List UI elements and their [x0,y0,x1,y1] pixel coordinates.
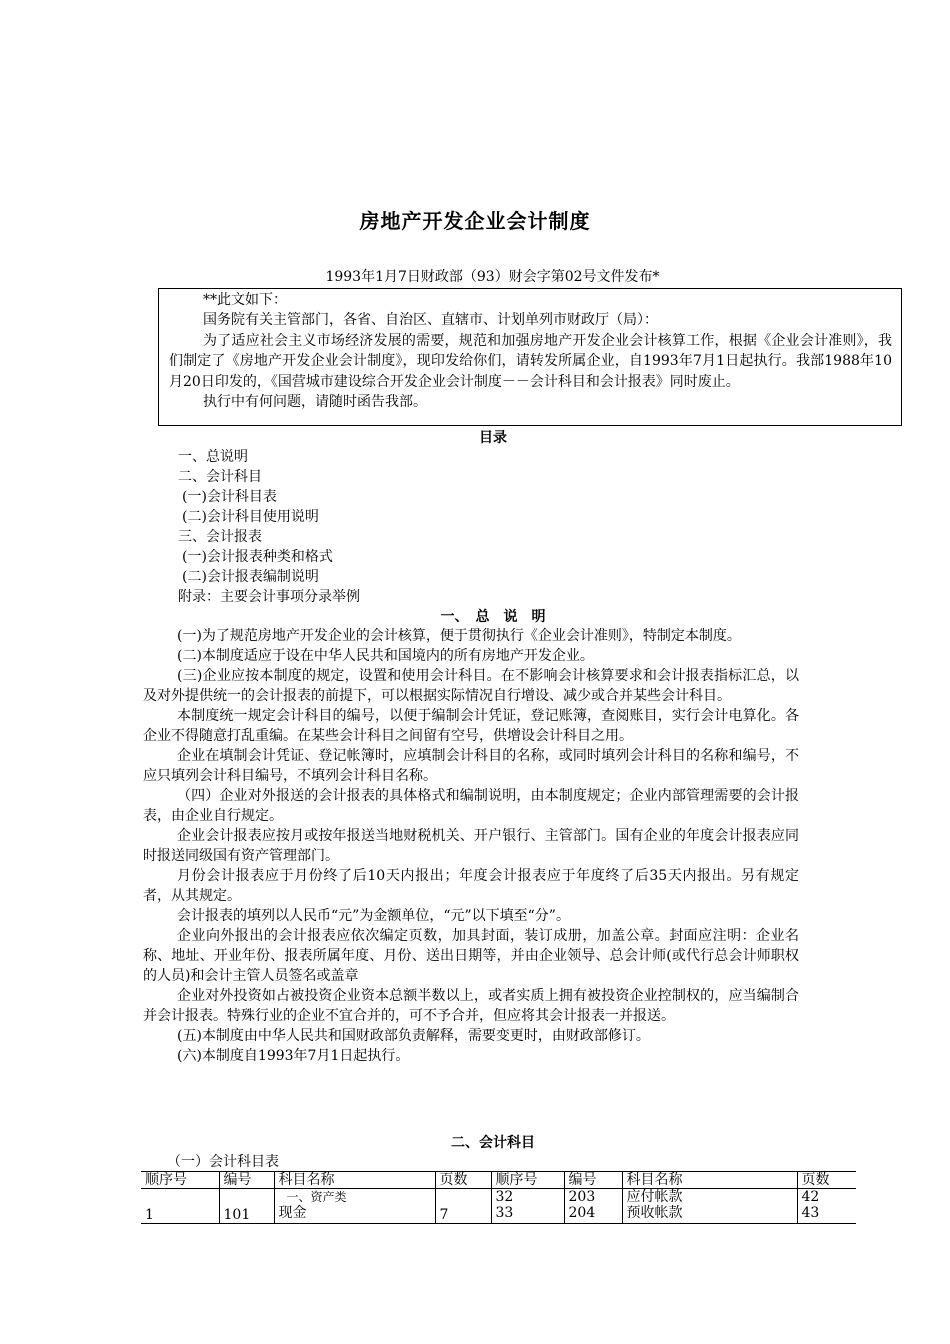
table-cell [622,1189,797,1224]
table-header-cell: 科目名称 [622,1172,797,1189]
table-cell: 1 [141,1189,219,1224]
table-header-cell: 页数 [797,1172,856,1189]
category-label: 一、资产类 [286,1190,347,1204]
toc-item: 三、会计报表 [178,529,262,545]
notice-line: **此文如下： [203,292,287,308]
paragraph: 本制度统一规定会计科目的编号，以便于编制会计凭证，登记账簿，查阅账目，实行会计电算化。各企业不得随意打乱重编。在某些会计科目之间留有空号，供增设会计科目之用。 [143,708,799,744]
paragraph: (一)为了规范房地产开发企业的会计核算，便于贯彻执行《企业会计准则》，特制定本制度。 [177,628,741,644]
table-header-cell: 编号 [564,1172,622,1189]
paragraph: 月份会计报表应于月份终了后10天内报出；年度会计报表应于年度终了后35天内报出。另有规定者，从其规定。 [143,868,799,904]
paragraph: (六)本制度自1993年7月1日起执行。 [177,1048,410,1064]
paragraph: 企业向外报出的会计报表应依次编定页数，加具封面，装订成册，加盖公章。封面应注明：企业名称、地址、开业年份、报表所属年度、月份、送出日期等，并由企业领导、总会计师(或代行总会计师职权的人员)和会计主管人员签名或盖章 [143,928,799,984]
table-cell: 101 [219,1189,274,1224]
seq-value: 33 [495,1205,514,1221]
paragraph: 企业对外投资如占被投资企业资本总额半数以上，或者实质上拥有被投资企业控制权的，应当编制合并会计报表。特殊行业的企业不宜合并的，可不予合并，但应将其会计报表一并报送。 [143,988,799,1024]
table-header-cell: 页数 [435,1172,491,1189]
table-header-cell: 顺序号 [141,1172,219,1189]
notice-line: 国务院有关主管部门，各省、自治区、直辖市、计划单列市财政厅（局）： [203,312,658,329]
document-title: 房地产开发企业会计制度 [359,209,591,233]
page-value: 42 [801,1189,820,1205]
code-value: 204 [568,1205,596,1221]
table-header-cell: 科目名称 [274,1172,435,1189]
notice-line: 执行中有何问题，请随时函告我部。 [203,394,427,411]
paragraph: (二)本制度适应于设在中华人民共和国境内的所有房地产开发企业。 [177,648,594,664]
seq-value: 32 [495,1189,514,1205]
document-subtitle: 1993年1月7日财政部（93）财会字第02号文件发布* [325,269,660,285]
table-row [141,1189,856,1224]
section-heading: 二、会计科目 [451,1135,535,1151]
table-header-row [141,1172,856,1189]
section-heading: 一、 总 说 明 [440,609,546,625]
table-cell [491,1189,564,1224]
toc-item: 附录：主要会计事项分录举例 [178,589,360,605]
account-name: 预收帐款 [626,1205,683,1221]
page-value: 43 [801,1205,820,1221]
toc-item: (一)会计科目表 [182,489,277,505]
table-cell: 7 [435,1189,491,1224]
toc-item: (二)会计报表编制说明 [182,569,319,585]
account-name: 应付帐款 [626,1189,683,1205]
section-body [143,626,799,1066]
account-name: 现金 [278,1205,307,1221]
notice-box [158,288,902,426]
table-cell [274,1189,435,1224]
code-value: 203 [568,1189,596,1205]
paragraph: 会计报表的填列以人民币“元”为金额单位，“元”以下填至“分”。 [177,908,570,924]
paragraph: （四）企业对外报送的会计报表的具体格式和编制说明，由本制度规定；企业内部管理需要的会计报表，由企业自行规定。 [143,788,799,824]
sub-heading: （一）会计科目表 [167,1154,279,1170]
toc-title: 目录 [479,430,507,446]
paragraph: 企业在填制会计凭证、登记帐簿时，应填制会计科目的名称，或同时填列会计科目的名称和编号，不应只填列会计科目编号，不填列会计科目名称。 [143,748,799,784]
table-cell [564,1189,622,1224]
paragraph: (五)本制度由中华人民共和国财政部负责解释，需要变更时，由财政部修订。 [177,1028,650,1044]
toc-item: 一、总说明 [178,449,248,465]
toc-item: (二)会计科目使用说明 [182,509,319,525]
table-cell [797,1189,856,1224]
paragraph: (三)企业应按本制度的规定，设置和使用会计科目。在不影响会计核算要求和会计报表指标汇总，以及对外提供统一的会计报表的前提下，可以根据实际情况自行增设、减少或合并某些会计科目。 [143,668,799,704]
account-table [141,1171,856,1224]
paragraph: 企业会计报表应按月或按年报送当地财税机关、开户银行、主管部门。国有企业的年度会计报表应同时报送同级国有资产管理部门。 [143,828,799,864]
table-header-cell: 编号 [219,1172,274,1189]
toc-item: (一)会计报表种类和格式 [182,549,333,565]
notice-line: 为了适应社会主义市场经济发展的需要，规范和加强房地产开发企业会计核算工作，根据《企业会计准则》，我们制定了《房地产开发企业会计制度》，现印发给你们，请转发所属企业，自1993年7月1日起执行。我部1988年10月20日印发的，《国营城市建设综合开发企业会计制度－－会计科目和会计报表》同时废止。 [169,332,892,390]
table-header-cell: 顺序号 [491,1172,564,1189]
toc-item: 二、会计科目 [178,469,262,485]
